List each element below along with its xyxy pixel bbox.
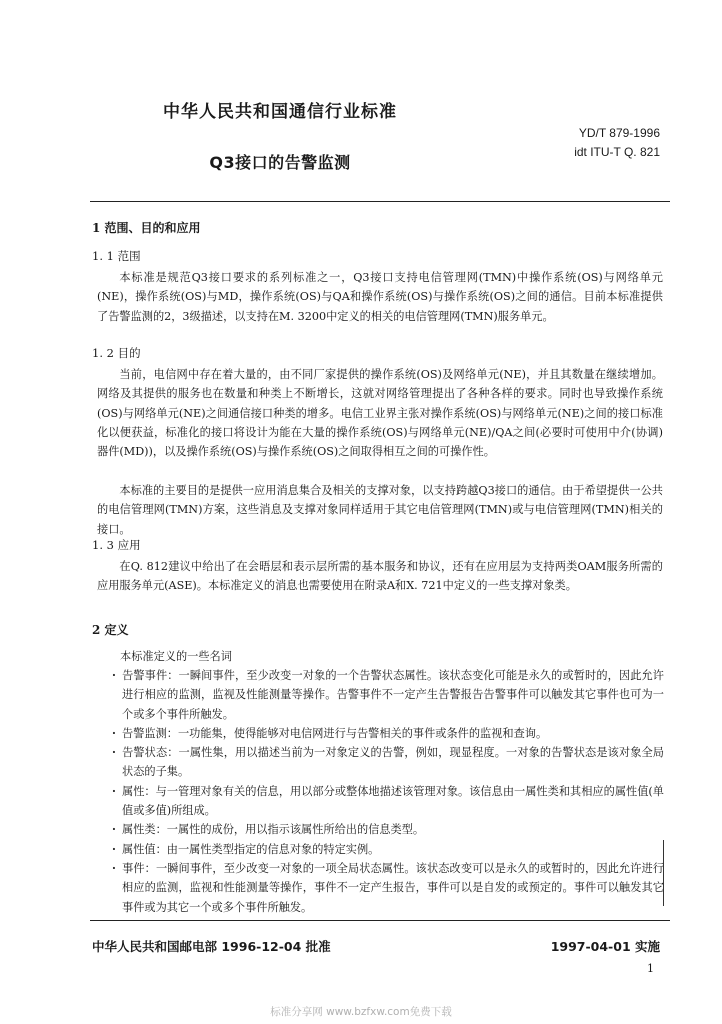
- header-rule: [90, 201, 670, 202]
- definitions-list: [112, 666, 664, 917]
- section-1-3-heading: 1. 3 应用: [92, 538, 141, 552]
- section-1-heading: 1 范围、目的和应用: [92, 221, 201, 235]
- section-1-2-paragraph-2: 本标准的主要目的是提供一应用消息集合及相关的支撑对象，以支持跨越Q3接口的通信。由于希望提供一公共的电信管理网(TMN)方案，这些消息及支撑对象同样适用于其它电信管理网(TMN)或与电信管理网(TMN)相关的接口。: [97, 484, 663, 536]
- section-1-1-paragraph: 本标准是规范Q3接口要求的系列标准之一，Q3接口支持电信管理网(TMN)中操作系统(OS)与网络单元(NE)，操作系统(OS)与MD，操作系统(OS)与QA和操作系统(OS)与操作系统(OS)之间的通信。目前本标准提供了告警监测的2，3级描述，以支持在M. 3200中定义的相关的电信管理网(TMN)服务单元。: [97, 271, 663, 323]
- definition-item: · 属性值：由一属性类型指定的信息对象的特定实例。: [112, 840, 664, 859]
- definition-item: · 属性类：一属性的成份，用以指示该属性所给出的信息类型。: [112, 820, 664, 839]
- idt-reference: idt ITU-T Q. 821: [574, 145, 660, 159]
- definitions-intro: 本标准定义的一些名词: [120, 650, 232, 663]
- definition-item: · 事件：一瞬间事件，至少改变一对象的一项全局状态属性。该状态改变可以是永久的或暂时的，因此允许进行相应的监测，监视和性能测量等操作，事件不一定产生报告，事件可以是自发的或预定的。事件可以触发其它事件或为其它一个或多个事件所触发。: [112, 859, 664, 917]
- definition-item: · 属性：与一管理对象有关的信息，用以部分或整体地描述该管理对象。该信息由一属性类和其相应的属性值(单值或多值)所组成。: [112, 782, 664, 821]
- section-1-2-paragraph-1: 当前，电信网中存在着大量的，由不同厂家提供的操作系统(OS)及网络单元(NE)，并且其数量在继续增加。网络及其提供的服务也在数量和种类上不断增长，这就对网络管理提出了各种各样的要求。同时也导致操作系统(OS)与网络单元(NE)之间通信接口种类的增多。电信工业界主张对操作系统(OS)与网络单元(NE)之间的接口标准化以便获益，标准化的接口将设计为能在大量的操作系统(OS)与网络单元(NE)/QA之间(必要时可使用中介(协调)器件(MD))，以及操作系统(OS)与操作系统(OS)之间取得相互之间的可操作性。: [97, 368, 663, 459]
- definition-item: · 告警事件：一瞬间事件，至少改变一对象的一个告警状态属性。该状态变化可能是永久的或暂时的，因此允许进行相应的监测，监视及性能测量等操作。告警事件不一定产生告警报告告警事件可以触发其它事件也可为一个或多个事件所触发。: [112, 666, 664, 724]
- definition-item: · 告警监测：一功能集，使得能够对电信网进行与告警相关的事件或条件的监视和查询。: [112, 724, 664, 743]
- section-1-2-heading: 1. 2 目的: [92, 346, 141, 360]
- standard-body-title: 中华人民共和国通信行业标准: [163, 102, 397, 122]
- standard-code: YD/T 879-1996: [578, 126, 660, 140]
- section-1-3-paragraph: 在Q. 812建议中给出了在会晤层和表示层所需的基本服务和协议，还有在应用层为支持两类OAM服务所需的应用服务单元(ASE)。本标准定义的消息也需要使用在附录A和X. 721中定义的一些支撑对象类。: [97, 560, 663, 593]
- section-2-heading: 2 定义: [92, 623, 129, 637]
- watermark-text: 标准分享网 www.bzfxw.com免费下载: [270, 1006, 452, 1018]
- section-1-1-heading: 1. 1 范围: [92, 249, 141, 263]
- approval-note: 中华人民共和国邮电部 1996-12-04 批准: [92, 939, 331, 954]
- document-title: Q3接口的告警监测: [209, 153, 351, 172]
- definition-item: · 告警状态：一属性集，用以描述当前为一对象定义的告警，例如，现显程度。一对象的告警状态是该对象全局状态的子集。: [112, 743, 664, 782]
- margin-rule: [663, 840, 664, 906]
- footer-rule: [90, 920, 670, 921]
- effective-date: 1997-04-01 实施: [550, 939, 660, 954]
- page-number: 1: [647, 962, 654, 975]
